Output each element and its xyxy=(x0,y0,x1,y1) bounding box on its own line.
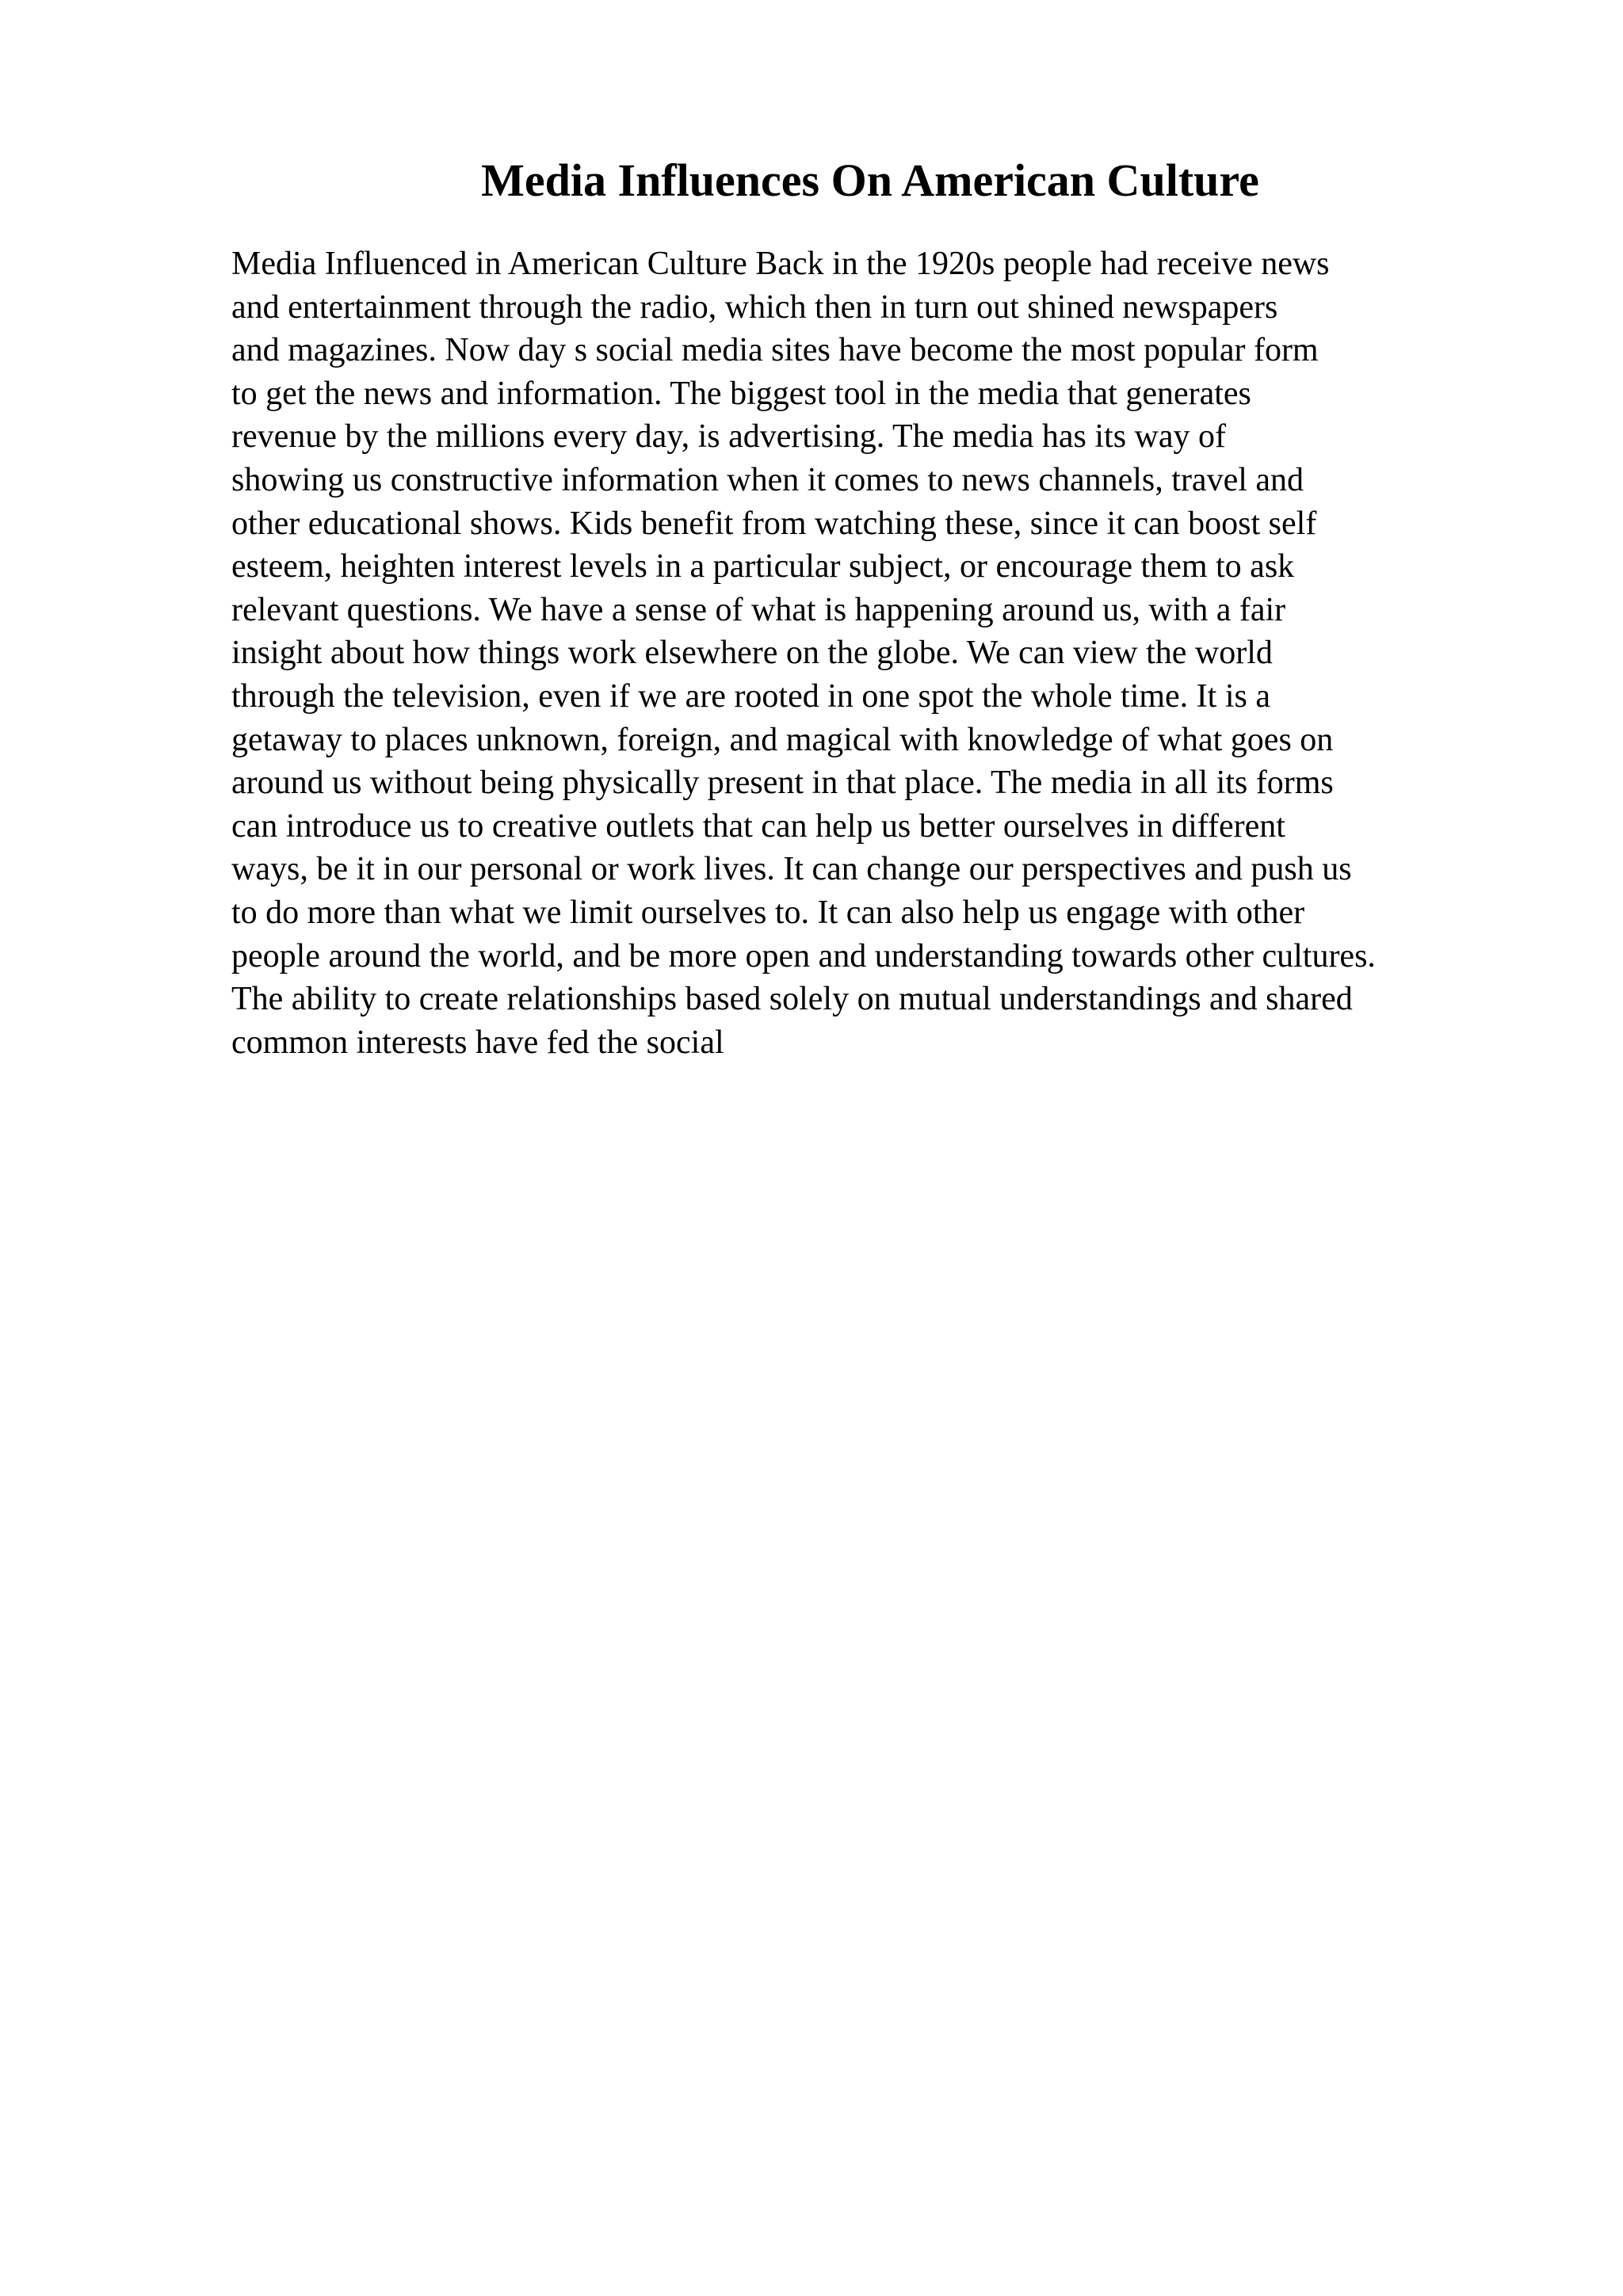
body-line: through the television, even if we are rooted in one spot the whole time. It is a xyxy=(231,677,1270,715)
body-line: around us without being physically present in that place. The media in all its forms xyxy=(231,765,1334,802)
body-line: showing us constructive information when it comes to news channels, travel and xyxy=(231,461,1304,498)
body-line: The ability to create relationships based solely on mutual understandings and shared xyxy=(231,981,1353,1018)
body-line: ways, be it in our personal or work lives. It can change our perspectives and push us xyxy=(231,851,1352,888)
body-line: revenue by the millions every day, is advertising. The media has its way of xyxy=(231,418,1227,456)
body-line: esteem, heighten interest levels in a particular subject, or encourage them to ask xyxy=(231,548,1295,585)
body-line: people around the world, and be more open and understanding towards other cultures. xyxy=(231,937,1376,974)
body-line: Media Influenced in American Culture Back in the 1920s people had receive news xyxy=(231,246,1330,282)
body-line: and magazines. Now day s social media sites have become the most popular form xyxy=(231,332,1319,369)
document-title: Media Influences On American Culture xyxy=(481,154,1259,206)
body-line: common interests have fed the social xyxy=(231,1024,724,1061)
body-line: relevant questions. We have a sense of what is happening around us, with a fair xyxy=(231,591,1286,628)
document-body xyxy=(231,242,1579,1064)
body-line: to do more than what we limit ourselves to. It can also help us engage with other xyxy=(231,894,1305,931)
body-line: other educational shows. Kids benefit from watching these, since it can boost self xyxy=(231,505,1317,542)
body-line: insight about how things work elsewhere on the globe. We can view the world xyxy=(231,635,1273,672)
body-line: can introduce us to creative outlets that can help us better ourselves in different xyxy=(231,807,1285,845)
body-line: to get the news and information. The biggest tool in the media that generates xyxy=(231,375,1251,412)
body-line: and entertainment through the radio, which then in turn out shined newspapers xyxy=(231,288,1278,326)
body-line: getaway to places unknown, foreign, and magical with knowledge of what goes on xyxy=(231,721,1334,758)
